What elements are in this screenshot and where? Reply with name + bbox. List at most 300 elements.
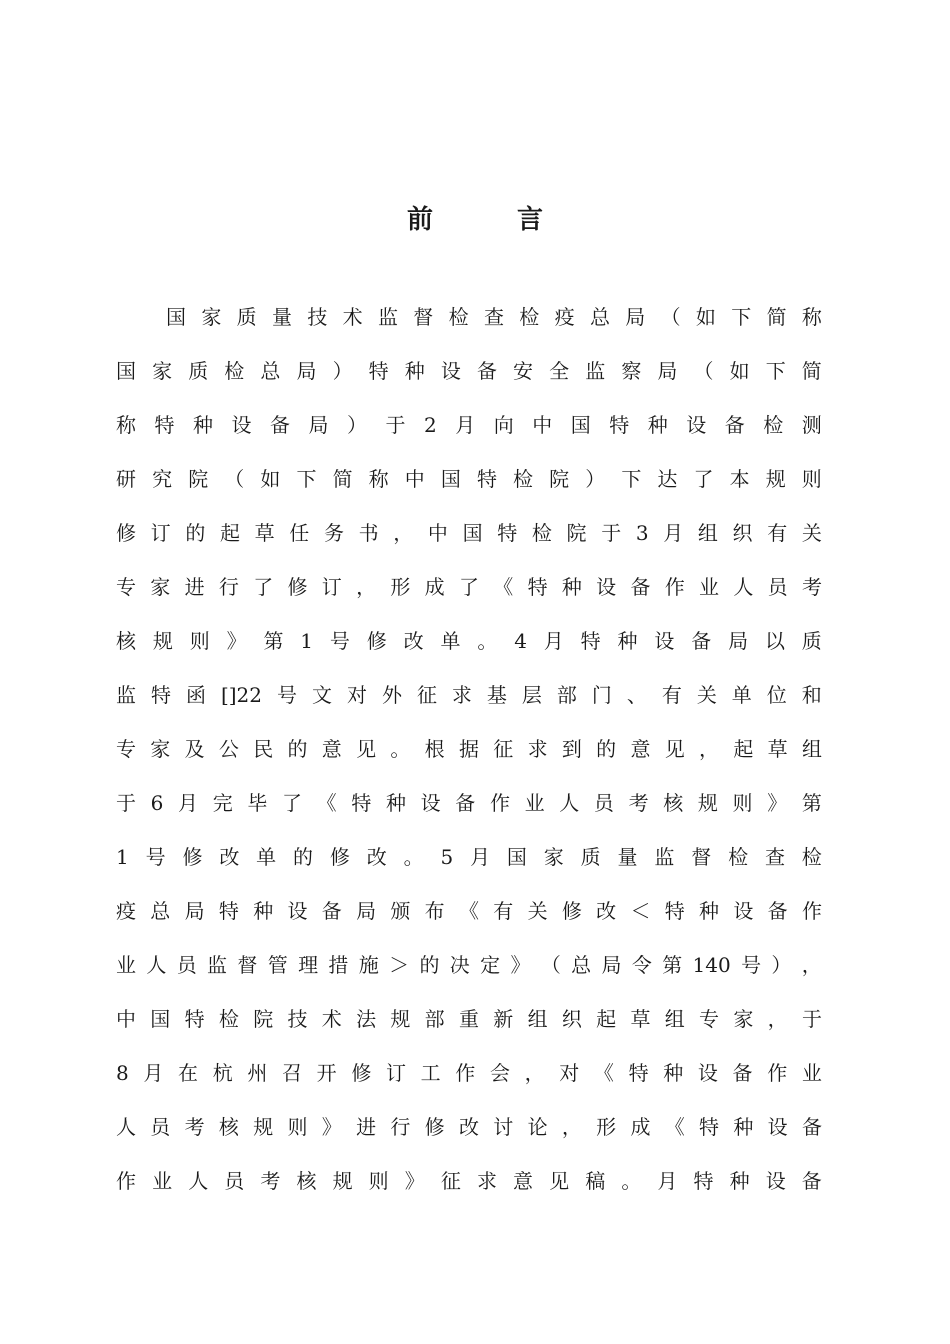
text-glyph: 组: [664, 1007, 685, 1031]
text-glyph: 位: [766, 683, 787, 707]
text-glyph: 成: [424, 575, 445, 599]
text-glyph: 国: [116, 359, 136, 383]
paragraph-line: [116, 344, 822, 398]
text-glyph: 家: [150, 737, 171, 761]
text-glyph: 家: [152, 359, 173, 383]
text-glyph: ）: [771, 953, 792, 977]
text-glyph: 形: [390, 575, 411, 599]
text-glyph: （: [693, 359, 714, 383]
text-glyph: 国: [150, 1007, 171, 1031]
text-glyph: 检: [448, 305, 469, 329]
text-glyph: 月: [470, 845, 491, 869]
text-glyph: 督: [691, 845, 712, 869]
text-glyph: 求: [451, 683, 472, 707]
text-glyph: 院: [253, 1007, 274, 1031]
text-glyph: 设: [654, 629, 675, 653]
text-glyph: 措: [328, 953, 349, 977]
text-glyph: 局: [296, 359, 317, 383]
text-glyph: ）: [585, 467, 606, 491]
text-glyph: 考: [184, 1115, 205, 1139]
text-glyph: ，: [393, 521, 414, 545]
text-glyph: 检: [801, 845, 822, 869]
text-glyph: 毕: [247, 791, 268, 815]
page-title-char-1: 前: [406, 205, 433, 235]
text-glyph: 简: [801, 359, 822, 383]
text-glyph: 特: [699, 1115, 720, 1139]
text-glyph: 1: [300, 629, 314, 653]
text-glyph: 监: [116, 683, 136, 707]
text-glyph: 行: [390, 1115, 411, 1139]
text-glyph: 种: [617, 629, 638, 653]
text-glyph: 备: [321, 899, 342, 923]
text-glyph: 疫: [554, 305, 575, 329]
text-glyph: 人: [733, 575, 754, 599]
text-glyph: 《: [458, 899, 479, 923]
paragraph-line: [116, 452, 822, 506]
text-glyph: 、: [626, 683, 647, 707]
text-glyph: 备: [476, 359, 497, 383]
text-glyph: 特: [150, 683, 171, 707]
text-glyph: 根: [424, 737, 445, 761]
text-glyph: 论: [527, 1115, 548, 1139]
text-glyph: 定: [480, 953, 501, 977]
text-glyph: 月: [143, 1061, 164, 1085]
text-glyph: 下: [296, 467, 317, 491]
text-glyph: 中: [427, 521, 448, 545]
text-glyph: 专: [699, 1007, 720, 1031]
text-glyph: 备: [630, 575, 651, 599]
text-glyph: 总: [571, 953, 592, 977]
text-glyph: 令: [631, 953, 652, 977]
text-glyph: 督: [413, 305, 434, 329]
text-glyph: 州: [247, 1061, 268, 1085]
text-glyph: 草: [630, 1007, 651, 1031]
text-glyph: 种: [729, 1169, 750, 1193]
paragraph-line: [116, 398, 822, 452]
text-glyph: 文: [311, 683, 332, 707]
text-glyph: 《: [493, 575, 514, 599]
page-title: [0, 200, 950, 240]
paragraph-line: [116, 506, 822, 560]
text-glyph: 》: [510, 953, 531, 977]
text-glyph: 研: [116, 467, 136, 491]
text-glyph: 中: [404, 467, 425, 491]
text-glyph: 月: [178, 791, 199, 815]
text-glyph: 家: [733, 1007, 754, 1031]
text-glyph: 备: [455, 791, 476, 815]
text-glyph: 。: [621, 1169, 642, 1193]
text-glyph: 理: [298, 953, 319, 977]
text-glyph: 了: [458, 575, 479, 599]
text-glyph: 意: [630, 737, 651, 761]
text-glyph: 局: [657, 359, 678, 383]
text-glyph: 检: [728, 845, 749, 869]
text-glyph: 检: [224, 359, 245, 383]
text-glyph: 5: [440, 845, 454, 869]
text-glyph: ）: [347, 413, 367, 437]
text-glyph: 基: [486, 683, 507, 707]
text-glyph: 组: [527, 1007, 548, 1031]
text-glyph: 下: [765, 359, 786, 383]
text-glyph: 关: [696, 683, 717, 707]
text-glyph: 监: [654, 845, 675, 869]
text-glyph: 第: [263, 629, 284, 653]
paragraph-line: [116, 1154, 822, 1208]
text-glyph: 核: [663, 791, 684, 815]
text-glyph: 修: [116, 521, 136, 545]
paragraph-line: [116, 938, 822, 992]
text-glyph: 员: [767, 575, 788, 599]
text-glyph: 技: [287, 1007, 308, 1031]
text-glyph: 关: [527, 899, 548, 923]
text-glyph: 疫: [116, 899, 136, 923]
text-glyph: 质: [580, 845, 601, 869]
text-glyph: 修: [424, 1115, 445, 1139]
text-glyph: 质: [236, 305, 257, 329]
text-glyph: 特: [351, 791, 372, 815]
text-glyph: 备: [801, 1115, 822, 1139]
text-glyph: 则: [287, 1115, 308, 1139]
text-glyph: 了: [282, 791, 303, 815]
text-glyph: 起: [733, 737, 754, 761]
paragraph-line: [116, 722, 822, 776]
text-glyph: 及: [184, 737, 205, 761]
text-glyph: 特: [476, 467, 497, 491]
text-glyph: 对: [346, 683, 367, 707]
text-glyph: 完: [212, 791, 233, 815]
text-glyph: 特: [497, 521, 518, 545]
text-glyph: 家: [201, 305, 222, 329]
page-title-char-2: 言: [517, 205, 544, 235]
text-glyph: 量: [617, 845, 638, 869]
text-glyph: 2: [424, 413, 437, 437]
text-glyph: 函: [185, 683, 206, 707]
text-glyph: 核: [218, 1115, 239, 1139]
text-glyph: 于: [801, 1007, 822, 1031]
text-glyph: 总: [260, 359, 281, 383]
text-glyph: 设: [596, 575, 617, 599]
text-glyph: 意: [513, 1169, 534, 1193]
text-glyph: 月: [455, 413, 476, 437]
text-glyph: 称: [368, 467, 389, 491]
paragraph-line: [116, 668, 822, 722]
text-glyph: 设: [767, 1115, 788, 1139]
text-glyph: 监: [585, 359, 606, 383]
text-glyph: 设: [765, 1169, 786, 1193]
text-glyph: 号: [145, 845, 166, 869]
text-glyph: 求: [476, 1169, 497, 1193]
text-glyph: 总: [150, 899, 171, 923]
text-glyph: 检: [531, 521, 552, 545]
text-glyph: 订: [321, 575, 342, 599]
text-glyph: 行: [218, 575, 239, 599]
text-glyph: 种: [253, 899, 274, 923]
text-glyph: 察: [621, 359, 642, 383]
text-glyph: 院: [566, 521, 587, 545]
text-glyph: 对: [559, 1061, 580, 1085]
text-glyph: 月: [663, 521, 684, 545]
text-glyph: 《: [593, 1061, 614, 1085]
text-glyph: 修: [561, 899, 582, 923]
text-glyph: 于: [385, 413, 406, 437]
text-glyph: 征: [416, 683, 437, 707]
text-glyph: 称: [801, 305, 822, 329]
text-glyph: 如: [729, 359, 750, 383]
text-glyph: 意: [321, 737, 342, 761]
text-glyph: 如: [695, 305, 716, 329]
text-glyph: 见: [549, 1169, 570, 1193]
text-glyph: 院: [188, 467, 209, 491]
text-glyph: 种: [561, 575, 582, 599]
text-glyph: 备: [732, 1061, 753, 1085]
text-glyph: 起: [596, 1007, 617, 1031]
text-glyph: 单: [731, 683, 752, 707]
text-glyph: 组: [697, 521, 718, 545]
text-glyph: 考: [801, 575, 822, 599]
text-glyph: 号: [277, 683, 297, 707]
text-glyph: 种: [663, 1061, 684, 1085]
text-glyph: 种: [733, 1115, 754, 1139]
text-glyph: 第: [662, 953, 683, 977]
text-glyph: 术: [321, 1007, 342, 1031]
text-glyph: 规: [390, 1007, 411, 1031]
text-glyph: 法: [356, 1007, 377, 1031]
text-glyph: 究: [152, 467, 173, 491]
text-glyph: 国: [462, 521, 483, 545]
text-glyph: 下: [731, 305, 752, 329]
text-glyph: 备: [767, 899, 788, 923]
paragraph-line: [116, 776, 822, 830]
text-glyph: 于: [601, 521, 622, 545]
text-glyph: 了: [693, 467, 714, 491]
text-glyph: 规: [332, 1169, 353, 1193]
text-glyph: 总: [589, 305, 610, 329]
text-glyph: 特: [218, 899, 239, 923]
text-glyph: 》: [767, 791, 788, 815]
text-glyph: 人: [188, 1169, 209, 1193]
text-glyph: 召: [282, 1061, 303, 1085]
text-glyph: 进: [184, 575, 205, 599]
text-glyph: 设: [420, 791, 441, 815]
text-glyph: 如: [260, 467, 281, 491]
text-glyph: 质: [188, 359, 209, 383]
text-glyph: 外: [381, 683, 402, 707]
text-glyph: 设: [686, 413, 707, 437]
text-glyph: 织: [732, 521, 753, 545]
text-glyph: 特: [154, 413, 175, 437]
text-glyph: 种: [193, 413, 213, 437]
text-glyph: 稿: [585, 1169, 606, 1193]
text-glyph: 征: [440, 1169, 461, 1193]
text-glyph: ，: [356, 575, 377, 599]
text-glyph: ＜: [630, 899, 651, 923]
text-glyph: 改: [219, 845, 240, 869]
text-glyph: ，: [524, 1061, 545, 1085]
text-glyph: 则: [732, 791, 753, 815]
text-glyph: 监: [207, 953, 228, 977]
paragraph-line: [116, 992, 822, 1046]
text-glyph: 专: [116, 737, 136, 761]
text-glyph: 会: [489, 1061, 510, 1085]
text-glyph: 检: [519, 305, 540, 329]
text-glyph: 备: [724, 413, 745, 437]
text-glyph: 改: [366, 845, 387, 869]
text-glyph: 特: [368, 359, 389, 383]
text-glyph: 专: [116, 575, 136, 599]
text-glyph: 有: [493, 899, 514, 923]
text-glyph: 特: [609, 413, 630, 437]
text-glyph: 种: [404, 359, 425, 383]
text-glyph: 管: [267, 953, 288, 977]
text-glyph: 改: [596, 899, 617, 923]
text-glyph: 安: [513, 359, 534, 383]
text-glyph: 院: [549, 467, 570, 491]
text-glyph: 修: [351, 1061, 372, 1085]
text-glyph: 监: [377, 305, 398, 329]
text-glyph: 查: [483, 305, 504, 329]
paragraph-line: [116, 884, 822, 938]
text-glyph: 考: [628, 791, 649, 815]
text-glyph: 检: [218, 1007, 239, 1031]
text-glyph: 订: [150, 521, 171, 545]
text-glyph: 备: [270, 413, 290, 437]
text-glyph: 作: [801, 899, 822, 923]
text-glyph: 。: [477, 629, 498, 653]
paragraph-line: [116, 1100, 822, 1154]
text-glyph: 》: [404, 1169, 425, 1193]
text-glyph: 局: [184, 899, 205, 923]
text-glyph: ）: [332, 359, 353, 383]
text-glyph: ，: [699, 737, 720, 761]
text-glyph: 中: [532, 413, 553, 437]
text-glyph: 国: [506, 845, 527, 869]
text-glyph: 求: [527, 737, 548, 761]
text-glyph: 本: [729, 467, 750, 491]
text-glyph: 检: [763, 413, 784, 437]
text-glyph: 门: [591, 683, 612, 707]
text-glyph: 第: [801, 791, 822, 815]
text-glyph: 的: [293, 845, 314, 869]
text-glyph: 和: [801, 683, 822, 707]
text-glyph: 了: [253, 575, 274, 599]
text-glyph: 特: [580, 629, 601, 653]
text-glyph: 核: [116, 629, 136, 653]
text-glyph: 号: [329, 629, 350, 653]
text-glyph: 关: [801, 521, 822, 545]
text-glyph: 作: [489, 791, 510, 815]
text-glyph: 改: [403, 629, 424, 653]
text-glyph: 设: [287, 899, 308, 923]
text-glyph: （: [540, 953, 561, 977]
text-glyph: 业: [699, 575, 720, 599]
text-glyph: 修: [287, 575, 308, 599]
text-glyph: 的: [596, 737, 617, 761]
text-glyph: 进: [356, 1115, 377, 1139]
paragraph-line: [116, 290, 822, 344]
text-glyph: 考: [260, 1169, 281, 1193]
text-glyph: 备: [801, 1169, 822, 1193]
text-glyph: 月: [543, 629, 564, 653]
text-glyph: 作: [116, 1169, 136, 1193]
text-glyph: ，: [801, 953, 822, 977]
text-glyph: 修: [329, 845, 350, 869]
text-glyph: 特: [184, 1007, 205, 1031]
text-glyph: 则: [368, 1169, 389, 1193]
text-glyph: 布: [424, 899, 445, 923]
text-glyph: 作: [455, 1061, 476, 1085]
text-glyph: 业: [524, 791, 545, 815]
text-glyph: 修: [182, 845, 203, 869]
text-glyph: 规: [697, 791, 718, 815]
text-glyph: 规: [152, 629, 173, 653]
text-glyph: 则: [189, 629, 210, 653]
text-glyph: 规: [253, 1115, 274, 1139]
text-glyph: 修: [366, 629, 387, 653]
text-glyph: 新: [493, 1007, 514, 1031]
text-glyph: 员: [176, 953, 197, 977]
text-glyph: 成: [630, 1115, 651, 1139]
text-glyph: 于: [116, 791, 136, 815]
text-glyph: 国: [440, 467, 461, 491]
text-glyph: 民: [253, 737, 274, 761]
text-glyph: 见: [356, 737, 377, 761]
text-glyph: 颁: [390, 899, 411, 923]
text-glyph: 设: [231, 413, 252, 437]
text-glyph: 以: [764, 629, 785, 653]
text-glyph: 查: [764, 845, 785, 869]
text-glyph: 督: [237, 953, 258, 977]
text-glyph: 据: [458, 737, 479, 761]
text-glyph: 家: [543, 845, 564, 869]
text-glyph: 特: [693, 1169, 714, 1193]
text-glyph: 杭: [212, 1061, 233, 1085]
text-glyph: 织: [561, 1007, 582, 1031]
text-glyph: 人: [116, 1115, 136, 1139]
text-glyph: 的: [419, 953, 440, 977]
text-glyph: 技: [307, 305, 328, 329]
text-glyph: 种: [385, 791, 406, 815]
text-glyph: 作: [767, 1061, 788, 1085]
text-glyph: 号: [741, 953, 762, 977]
text-glyph: 《: [316, 791, 337, 815]
text-glyph: 的: [287, 737, 308, 761]
text-glyph: 140: [692, 953, 731, 977]
text-glyph: 员: [224, 1169, 245, 1193]
text-glyph: 单: [256, 845, 277, 869]
text-glyph: 在: [178, 1061, 199, 1085]
text-glyph: 业: [801, 1061, 822, 1085]
text-glyph: []22: [220, 683, 263, 707]
text-glyph: 局: [356, 899, 377, 923]
text-glyph: 局: [308, 413, 329, 437]
preface-paragraph: [116, 290, 822, 1208]
text-glyph: 人: [559, 791, 580, 815]
text-glyph: 局: [601, 953, 622, 977]
paragraph-line: [116, 1046, 822, 1100]
text-glyph: 简: [766, 305, 787, 329]
text-glyph: 简: [332, 467, 353, 491]
text-glyph: 部: [556, 683, 577, 707]
paragraph-line: [116, 614, 822, 668]
text-glyph: 中: [116, 1007, 136, 1031]
text-glyph: 的: [185, 521, 206, 545]
text-glyph: 》: [226, 629, 247, 653]
text-glyph: 种: [647, 413, 668, 437]
text-glyph: 见: [664, 737, 685, 761]
text-glyph: 起: [219, 521, 240, 545]
text-glyph: 则: [801, 467, 822, 491]
text-glyph: 6: [150, 791, 164, 815]
